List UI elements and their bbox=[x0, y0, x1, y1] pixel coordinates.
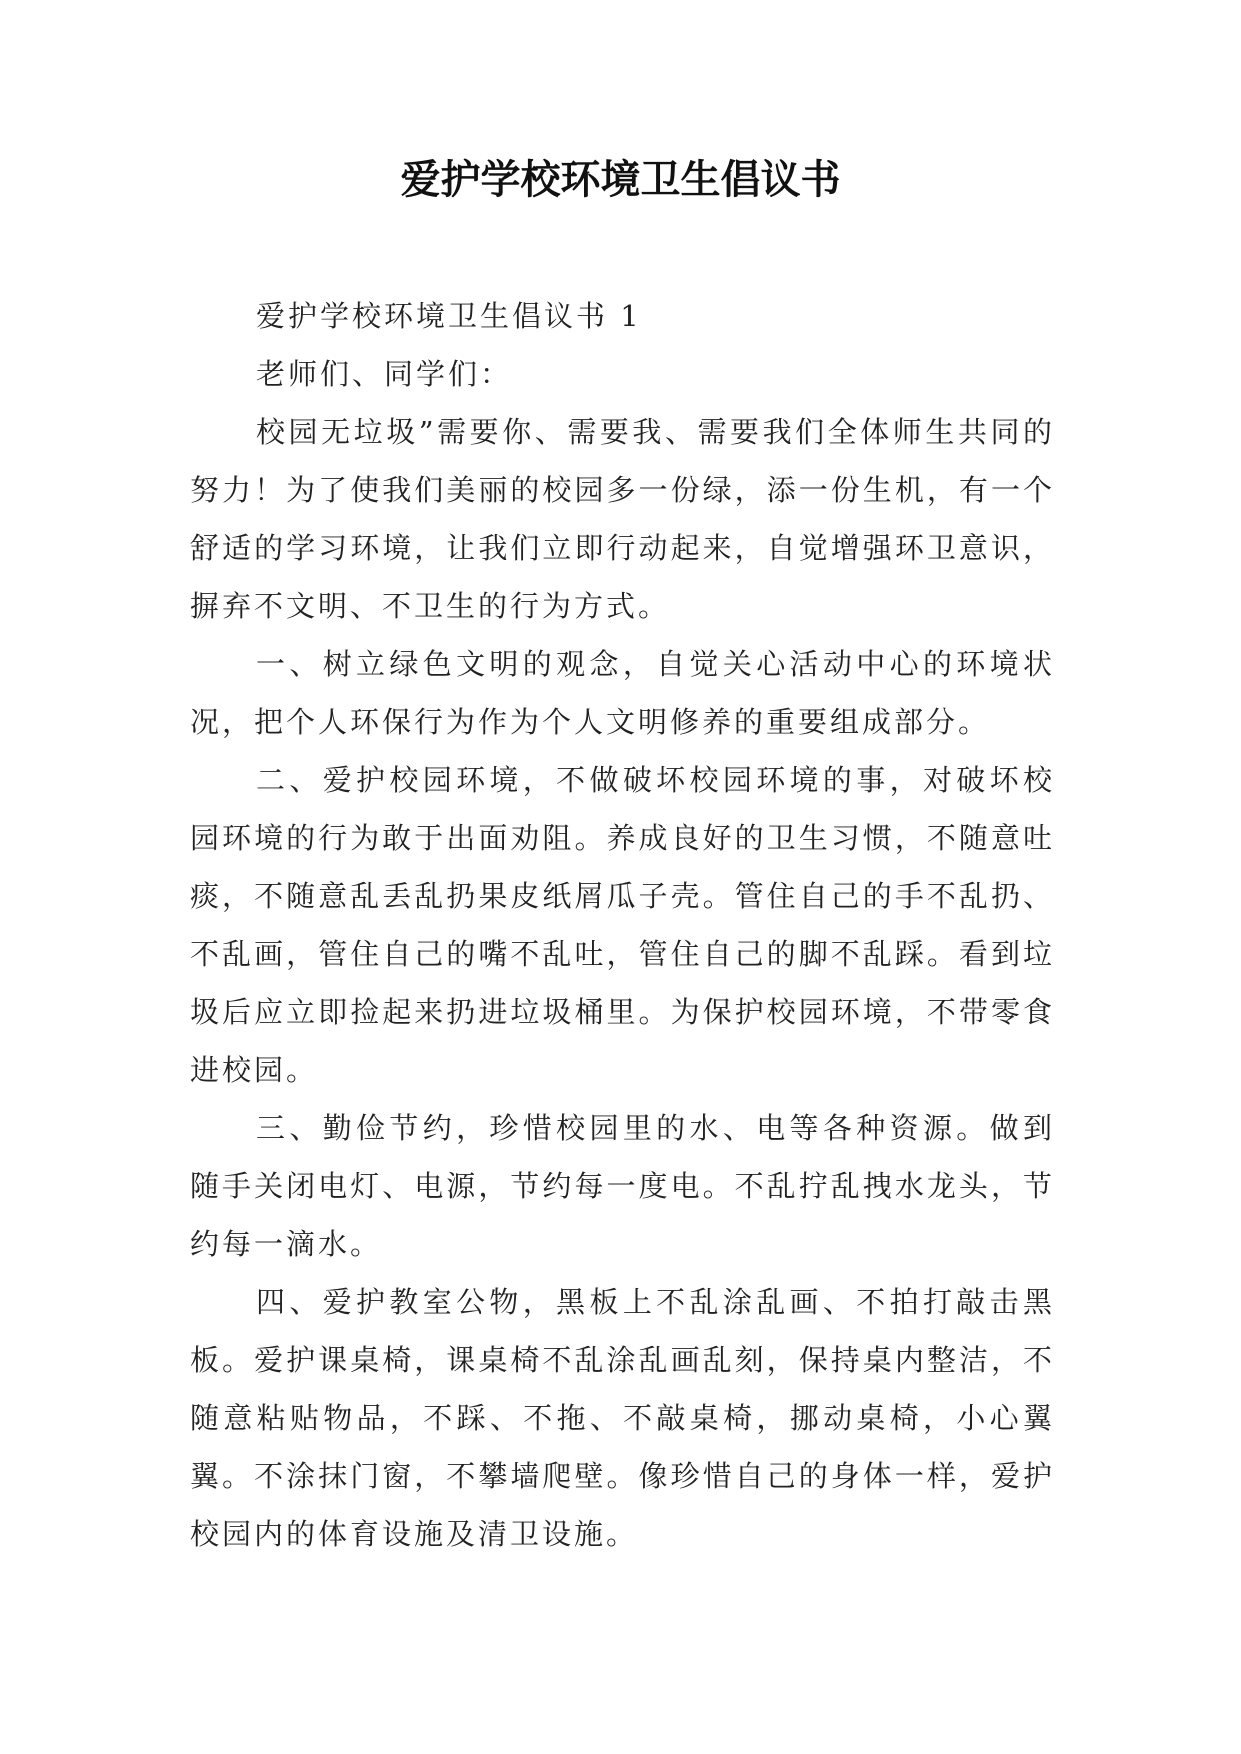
point-two-paragraph: 二、爱护校园环境，不做破坏校园环境的事，对破坏校园环境的行为敢于出面劝阻。养成良好的卫生习惯，不随意吐痰，不随意乱丢乱扔果皮纸屑瓜子壳。管住自己的手不乱扔、不乱画，管住自己的嘴不乱吐，管住自己的脚不乱踩。看到垃圾后应立即捡起来扔进垃圾桶里。为保护校园环境，不带零食进校园。 bbox=[190, 763, 1055, 1087]
point-four-paragraph: 四、爱护教室公物，黑板上不乱涂乱画、不拍打敲击黑板。爱护课桌椅，课桌椅不乱涂乱画乱刻，保持桌内整洁，不随意粘贴物品，不踩、不拖、不敲桌椅，挪动桌椅，小心翼翼。不涂抹门窗，不攀墙爬壁。像珍惜自己的身体一样，爱护校园内的体育设施及清卫设施。 bbox=[190, 1285, 1055, 1551]
point-three-paragraph: 三、勤俭节约，珍惜校园里的水、电等各种资源。做到随手关闭电灯、电源，节约每一度电。不乱拧乱拽水龙头，节约每一滴水。 bbox=[190, 1111, 1055, 1261]
salutation: 老师们、同学们： bbox=[256, 357, 513, 391]
document-body bbox=[190, 287, 1055, 1563]
document-title: 爱护学校环境卫生倡议书 bbox=[400, 157, 841, 203]
document-subtitle: 爱护学校环境卫生倡议书 1 bbox=[256, 299, 642, 333]
intro-paragraph: 校园无垃圾”需要你、需要我、需要我们全体师生共同的努力！为了使我们美丽的校园多一份绿，添一份生机，有一个舒适的学习环境，让我们立即行动起来，自觉增强环卫意识，摒弃不文明、不卫生的行为方式。 bbox=[190, 415, 1055, 623]
point-one-paragraph: 一、树立绿色文明的观念，自觉关心活动中心的环境状况，把个人环保行为作为个人文明修养的重要组成部分。 bbox=[190, 647, 1055, 739]
